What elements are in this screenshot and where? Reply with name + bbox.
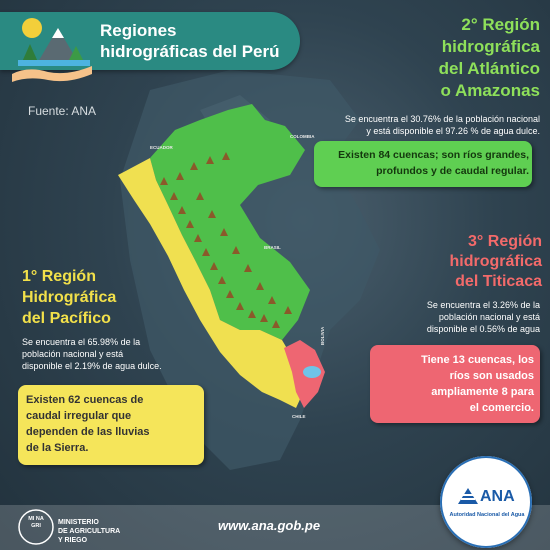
lake-titicaca: [303, 366, 321, 378]
callout-line: dependen de las lluvias: [26, 426, 150, 438]
title-line: 2° Región: [461, 15, 540, 34]
pacifico-title: [22, 266, 162, 329]
country-label-bolivia: BOLIVIA: [320, 326, 325, 345]
desc-line: población nacional y está: [22, 349, 124, 359]
ministry-label: [58, 518, 138, 545]
atlantico-callout-text: [319, 147, 529, 179]
titicaca-callout-text: [376, 352, 534, 416]
callout-line: Existen 84 cuencas; son ríos grandes,: [338, 149, 529, 161]
title-line: Regiones: [100, 21, 177, 40]
ana-logo-icon: [456, 486, 480, 506]
ana-logo-text: ANA: [480, 488, 515, 505]
callout-line: de la Sierra.: [26, 442, 89, 454]
callout-line: Tiene 13 cuencas, los: [421, 354, 534, 366]
desc-line: Se encuentra el 3.26% de la: [426, 300, 540, 310]
title-line: del Atlántico: [438, 59, 540, 78]
ministry-line: MINISTERIO: [58, 519, 99, 526]
callout-line: ampliamente 8 para: [431, 386, 534, 398]
pacifico-description: [22, 336, 202, 372]
callout-line: profundos y de caudal regular.: [376, 165, 529, 177]
title-line: 3° Región: [468, 233, 542, 250]
desc-line: disponible el 2.19% de agua dulce.: [22, 361, 162, 371]
title-line: del Titicaca: [455, 273, 542, 290]
atlantico-description: [300, 113, 540, 137]
pacifico-callout-text: [26, 392, 202, 456]
titicaca-description: [380, 299, 540, 335]
title-line: hidrográfica: [441, 37, 540, 56]
title-line: hidrográfica: [449, 253, 542, 270]
desc-line: población nacional y está: [438, 312, 540, 322]
ministry-line: Y RIEGO: [58, 537, 88, 544]
desc-line: disponible el 0.56% de agua: [426, 324, 540, 334]
desc-line: Se encuentra el 30.76% de la población nacional: [344, 114, 540, 124]
title-line: hidrográficas del Perú: [100, 42, 280, 61]
minagri-logo-text: MI NA GRI: [28, 516, 44, 529]
country-label-ecuador: ECUADOR: [150, 145, 173, 150]
title-line: Hidrográfica: [22, 289, 117, 306]
website-link[interactable]: www.ana.gob.pe: [218, 518, 321, 533]
country-label-colombia: COLOMBIA: [290, 134, 315, 139]
title-line: 1° Región: [22, 268, 96, 285]
country-label-chile: CHILE: [292, 414, 306, 419]
callout-line: caudal irregular que: [26, 410, 132, 422]
ana-subtitle: Autoridad Nacional del Agua: [449, 512, 525, 518]
callout-line: el comercio.: [469, 402, 534, 414]
titicaca-title: [410, 232, 542, 292]
ministry-line: DE AGRICULTURA: [58, 528, 121, 535]
desc-line: y está disponible el 97.26 % de agua dulce.: [366, 126, 540, 136]
atlantico-title: [395, 14, 540, 102]
callout-line: ríos son usados: [449, 370, 534, 382]
callout-line: Existen 62 cuencas de: [26, 394, 144, 406]
country-label-brasil: BRASIL: [264, 245, 281, 250]
title-line: del Pacífico: [22, 310, 111, 327]
title-line: o Amazonas: [440, 81, 540, 100]
desc-line: Se encuentra el 65.98% de la: [22, 337, 141, 347]
source-label: Fuente: ANA: [28, 104, 97, 118]
